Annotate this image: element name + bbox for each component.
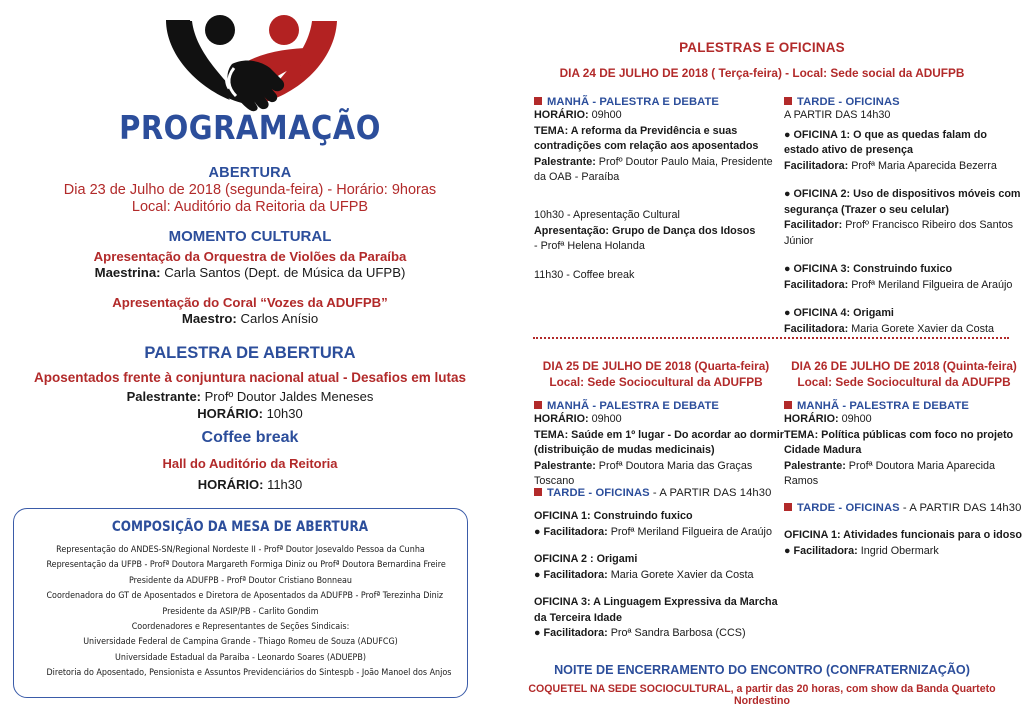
facilitator-label: Facilitadora: <box>784 322 849 335</box>
facilitator-value: Proª Sandra Barbosa (CCS) <box>607 627 746 639</box>
day24-afternoon-pane <box>784 96 1022 337</box>
facilitator-label: Facilitadora: <box>793 544 858 557</box>
tema-value: Política públicas com foco no projeto Cidade Madura <box>784 428 1014 456</box>
horario-label: HORÁRIO: <box>534 109 589 121</box>
day26-morning-speaker <box>784 459 1024 490</box>
abertura-date-line: Dia 23 de Julho de 2018 (segunda-feira) - Horário: 9horas <box>63 182 437 198</box>
right-title: PALESTRAS E OFICINAS <box>679 40 845 55</box>
tema-value: A reforma da Previdência e suas contradições com relação aos aposentados <box>534 124 759 152</box>
day24-extra-cultural-person: - Profª Helena Holanda <box>534 240 645 252</box>
facilitator-label: Facilitadora: <box>543 525 608 538</box>
workshop-title: OFICINA 4: Origami <box>793 307 894 319</box>
facilitator-value: Profª Meriland Filgueira de Araújo <box>607 525 772 538</box>
workshop-title: OFICINA 2 : Origami <box>534 553 638 565</box>
workshop-item <box>534 509 786 540</box>
workshop-title: OFICINA 3: A Linguagem Expressiva da Marcha da Terceira Idade <box>534 596 778 624</box>
heading-momento-cultural: MOMENTO CULTURAL <box>168 228 332 245</box>
workshop-item <box>784 187 1022 249</box>
day25-afternoon-suffix: - A PARTIR DAS 14h30 <box>649 487 772 499</box>
heading-abertura: ABERTURA <box>208 165 292 181</box>
day25-header <box>528 358 784 390</box>
horario-value: 09h00 <box>838 413 872 425</box>
round-bullet-icon: ● <box>784 128 794 141</box>
palestrante-label: Palestrante: <box>534 155 596 168</box>
day26-header <box>784 358 1024 390</box>
day24-header: DIA 24 DE JULHO DE 2018 ( Terça-feira) - Local: Sede social da ADUFPB <box>559 66 965 80</box>
day24-morning-extras <box>534 208 784 283</box>
facilitator-value: Profª Meriland Filgueira de Araújo <box>848 278 1013 291</box>
handshake-logo <box>160 8 344 112</box>
palestrante-value: Profª Doutora Maria Aparecida Ramos <box>784 459 996 487</box>
horario-value: 09h00 <box>588 413 622 425</box>
day25-morning-speaker <box>534 459 786 490</box>
day25-afternoon-heading <box>534 487 786 499</box>
dotted-divider <box>533 337 1009 339</box>
palestrante-value: Profª Doutora Maria das Graças Toscano <box>534 459 753 487</box>
workshop-item <box>784 262 1022 293</box>
palestra-theme: Aposentados frente à conjuntura nacional atual - Desafios em lutas <box>33 370 467 385</box>
day26-morning-theme <box>784 428 1024 459</box>
facilitator-value: Maria Gorete Xavier da Costa <box>848 322 995 335</box>
square-bullet-icon <box>784 97 792 105</box>
facilitator-value: Ingrid Obermark <box>857 544 939 557</box>
day24-morning-body <box>534 108 784 186</box>
list-item: Presidente da ADUFPB - Profª Doutor Cristiano Bonneau <box>128 575 352 586</box>
palestrante-value: Profº Doutor Paulo Maia, Presidente da OAB - Paraíba <box>534 155 773 183</box>
workshop-title: OFICINA 1: Atividades funcionais para o idoso <box>784 529 1022 541</box>
day25-header-line1: DIA 25 DE JULHO DE 2018 (Quarta-feira) <box>542 359 770 373</box>
palestra-speaker <box>0 389 500 404</box>
day24-morning-pane <box>534 96 784 186</box>
palestrante-label: Palestrante: <box>126 389 202 404</box>
round-bullet-icon: ● <box>784 188 794 200</box>
workshop-item <box>534 552 786 583</box>
day25-morning-pane <box>534 400 786 490</box>
tema-label: TEMA: <box>784 428 819 441</box>
workshop-item <box>784 528 1024 559</box>
day26-afternoon-body <box>784 528 1024 559</box>
facilitator-label: Facilitadora: <box>543 627 608 639</box>
round-bullet-icon: ● <box>784 544 794 557</box>
round-bullet-icon: ● <box>534 525 544 538</box>
day25-morning-time <box>534 412 786 428</box>
maestro-value: Carlos Anísio <box>236 311 319 326</box>
palestrante-value: Profº Doutor Jaldes Meneses <box>201 389 374 404</box>
list-item: Presidente da ASIP/PB - Carlito Gondim <box>162 606 319 617</box>
day24-morning-time <box>534 108 784 124</box>
facilitator-label: Facilitadora: <box>784 159 849 172</box>
horario-label: HORÁRIO: <box>197 406 263 421</box>
workshop-item <box>534 595 786 642</box>
facilitator-label: Facilitadora: <box>784 278 849 291</box>
maestrina-value: Carla Santos (Dept. de Música da UFPB) <box>160 265 406 280</box>
day24-morning-heading-text: MANHÃ - PALESTRA E DEBATE <box>547 96 719 108</box>
coffee-time <box>0 477 500 492</box>
palestrante-label: Palestrante: <box>784 459 846 472</box>
facilitator-label: Facilitador: <box>784 219 843 231</box>
square-bullet-icon <box>534 97 542 105</box>
day25-afternoon-heading-text: TARDE - OFICINAS <box>547 487 650 499</box>
day24-extra-cultural-group: Apresentação: Grupo de Dança dos Idosos <box>534 224 756 237</box>
abertura-location-line: Local: Auditório da Reitoria da UFPB <box>131 199 369 215</box>
list-item: Representação da UFPB - Profª Doutora Margareth Formiga Diniz ou Profª Doutora Bernardina Freire <box>46 560 446 571</box>
day26-morning-heading-text: MANHÃ - PALESTRA E DEBATE <box>797 400 969 412</box>
round-bullet-icon: ● <box>784 263 794 275</box>
day26-afternoon-suffix: - A PARTIR DAS 14h30 <box>899 502 1022 514</box>
palestra-time <box>0 406 500 421</box>
tema-value: Saúde em 1º lugar - Do acordar ao dormir (distribuição de mudas medicinais) <box>534 428 784 456</box>
day25-morning-heading-text: MANHÃ - PALESTRA E DEBATE <box>547 400 719 412</box>
day26-morning-time <box>784 412 1024 428</box>
day26-header-line2: Local: Sede Sociocultural da ADUFPB <box>797 375 1011 389</box>
heading-palestra-abertura: PALESTRA DE ABERTURA <box>144 344 356 362</box>
momento-item1-person <box>0 265 500 280</box>
list-item: Diretoria do Aposentado, Pensionista e Assuntos Previdenciários do Sintespb - João Manoel dos Anjos <box>46 668 452 679</box>
workshop-title: OFICINA 2: Uso de dispositivos móveis com segurança (Trazer o seu celular) <box>784 188 1021 216</box>
round-bullet-icon: ● <box>534 627 544 639</box>
square-bullet-icon <box>534 401 542 409</box>
list-item: Coordenadores e Representantes de Seções Sindicais: <box>131 622 350 633</box>
day25-morning-heading <box>534 400 786 412</box>
workshop-title: OFICINA 1: O que as quedas falam do estado ativo de presença <box>784 128 987 156</box>
day26-afternoon-heading-text: TARDE - OFICINAS <box>797 502 900 514</box>
coffee-horario-value: 11h30 <box>263 477 303 492</box>
mesa-members-list <box>20 543 461 682</box>
day26-morning-heading <box>784 400 1024 412</box>
day26-afternoon-pane <box>784 502 1024 559</box>
list-item: Universidade Estadual da Paraíba - Leonardo Soares (ADUEPB) <box>115 652 366 663</box>
day24-afternoon-heading-text: TARDE - OFICINAS <box>797 96 900 108</box>
day25-afternoon-pane <box>534 487 786 642</box>
square-bullet-icon <box>784 503 792 511</box>
palestrante-label: Palestrante: <box>534 459 596 472</box>
left-column <box>0 0 500 722</box>
facilitator-value: Profº Francisco Ribeiro dos Santos Júnior <box>784 219 1013 247</box>
footer-line1: NOITE DE ENCERRAMENTO DO ENCONTRO (CONFRATERNIZAÇÃO) <box>554 663 970 677</box>
workshop-title: OFICINA 1: Construindo fuxico <box>534 510 693 522</box>
horario-value: 09h00 <box>588 109 622 121</box>
heading-coffee-break: Coffee break <box>201 429 299 446</box>
horario-label: HORÁRIO: <box>784 413 839 425</box>
day24-extra-cultural-time: 10h30 - Apresentação Cultural <box>534 209 680 221</box>
day26-morning-pane <box>784 400 1024 490</box>
maestro-label: Maestro: <box>181 311 237 326</box>
coffee-horario-label: HORÁRIO: <box>197 477 264 492</box>
day24-morning-theme <box>534 124 784 155</box>
spacer <box>534 255 784 268</box>
day24-afternoon-heading <box>784 96 1022 108</box>
day25-morning-theme <box>534 428 786 459</box>
tema-label: TEMA: <box>534 428 569 441</box>
day24-afternoon-subheading: A PARTIR DAS 14h30 <box>784 109 891 121</box>
day24-morning-speaker <box>534 155 784 186</box>
day25-header-line2: Local: Sede Sociocultural da ADUFPB <box>549 375 763 389</box>
workshop-item <box>784 306 1022 337</box>
maestrina-label: Maestrina: <box>94 265 161 280</box>
facilitator-label: Facilitadora: <box>543 568 608 581</box>
workshop-title: OFICINA 3: Construindo fuxico <box>793 263 953 275</box>
square-bullet-icon <box>534 488 542 496</box>
day26-afternoon-heading <box>784 502 1024 514</box>
momento-item2-title: Apresentação do Coral “Vozes da ADUFPB” <box>112 295 388 310</box>
list-item: Coordenadora do GT de Aposentados e Diretora de Aposentados da ADUFPB - Profª Terezinha Diniz <box>46 591 444 602</box>
day24-morning-heading <box>534 96 784 108</box>
round-bullet-icon: ● <box>534 568 544 581</box>
momento-item2-person <box>0 311 500 326</box>
momento-item1-title: Apresentação da Orquestra de Violões da Paraíba <box>93 249 407 264</box>
day26-header-line1: DIA 26 DE JULHO DE 2018 (Quinta-feira) <box>791 359 1017 373</box>
mesa-title: COMPOSIÇÃO DA MESA DE ABERTURA <box>111 519 369 535</box>
coffee-location: Hall do Auditório da Reitoria <box>162 456 338 471</box>
day25-afternoon-body <box>534 509 786 642</box>
horario-label: HORÁRIO: <box>534 413 589 425</box>
footer-line2: COQUETEL NA SEDE SOCIOCULTURAL, a partir das 20 horas, com show da Banda Quarteto Nordestino <box>528 683 996 707</box>
day24-extra-coffee: 11h30 - Coffee break <box>534 268 635 281</box>
page-title: PROGRAMAÇÃO <box>119 108 381 147</box>
tema-label: TEMA: <box>534 124 569 137</box>
day25-morning-body <box>534 412 786 490</box>
square-bullet-icon <box>784 401 792 409</box>
workshop-item <box>784 128 1022 175</box>
list-item: Representação do ANDES-SN/Regional Nordeste II - Profª Doutor Josevaldo Pessoa da Cunha <box>56 545 425 555</box>
facilitator-value: Profª Maria Aparecida Bezerra <box>848 159 997 172</box>
day26-morning-body <box>784 412 1024 490</box>
list-item: Universidade Federal de Campina Grande - Thiago Romeu de Souza (ADUFCG) <box>83 637 398 648</box>
horario-value: 10h30 <box>262 406 303 421</box>
round-bullet-icon: ● <box>784 307 794 319</box>
facilitator-value: Maria Gorete Xavier da Costa <box>607 568 754 581</box>
day24-afternoon-body <box>784 108 1022 337</box>
